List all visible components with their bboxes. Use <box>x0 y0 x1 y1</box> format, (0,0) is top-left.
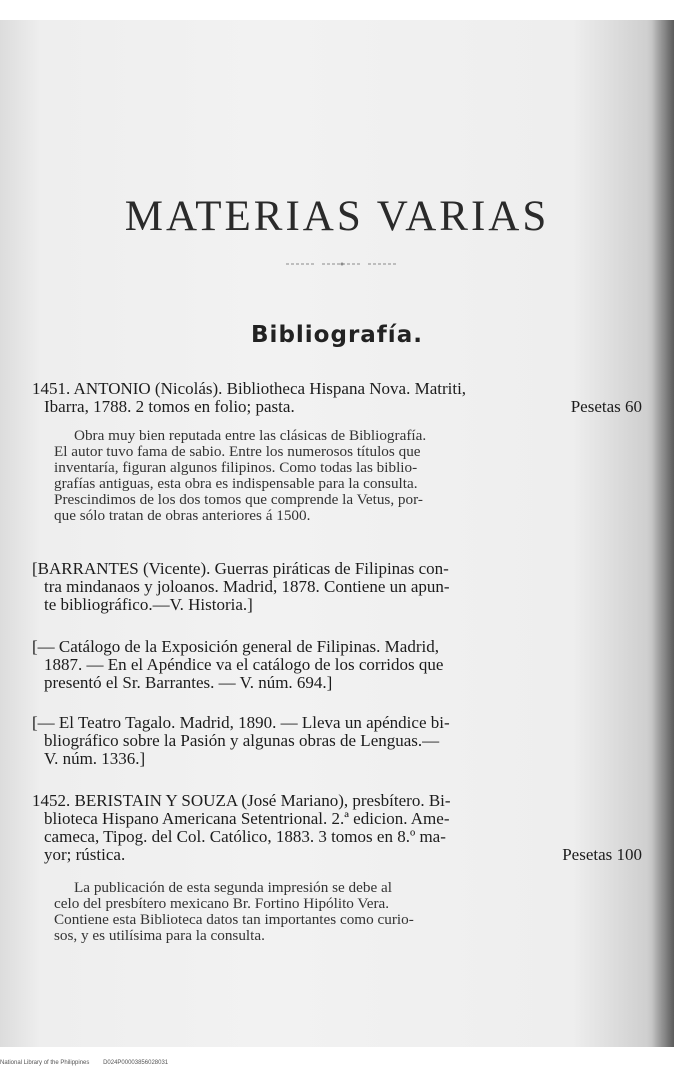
entry-line: presentó el Sr. Barrantes. — V. núm. 694.] <box>44 674 333 692</box>
page-title: MATERIAS VARIAS <box>124 193 550 240</box>
entry-line: 1451. ANTONIO (Nicolás). Bibliotheca Hispana Nova. Matriti, <box>32 380 467 398</box>
section-heading: Bibliografía. <box>251 322 423 348</box>
entry-line: tra mindanaos y joloanos. Madrid, 1878. Contiene un apun- <box>44 578 450 596</box>
entry-1452 <box>32 792 642 864</box>
entry-line: cameca, Tipog. del Col. Católico, 1883. 3 tomos en 8.º ma- <box>44 828 446 846</box>
footer-code: D024P00003856028031 <box>103 1060 169 1066</box>
entry-line <box>32 846 642 864</box>
title-ornament-divider <box>286 261 398 267</box>
entry-1451-note <box>54 428 640 524</box>
entry-barrantes-teatro <box>32 714 642 768</box>
entry-line: 1452. BERISTAIN Y SOUZA (José Mariano), presbítero. Bi- <box>32 792 451 810</box>
entry-line: V. núm. 1336.] <box>44 750 146 768</box>
note-line: celo del presbítero mexicano Br. Fortino Hipólito Vera. <box>54 896 390 912</box>
note-line: inventaría, figuran algunos filipinos. Como todas las biblio- <box>54 460 418 476</box>
note-line: Obra muy bien reputada entre las clásicas de Bibliografía. <box>74 428 427 444</box>
entry-barrantes-catalogo <box>32 638 642 692</box>
note-line: La publicación de esta segunda impresión se debe al <box>74 880 392 896</box>
entry-1451 <box>32 380 642 416</box>
entry-line-text: Ibarra, 1788. 2 tomos en folio; pasta. <box>44 398 295 416</box>
note-line: Contiene esta Biblioteca datos tan importantes como curio- <box>54 912 414 928</box>
entry-price: Pesetas 60 <box>570 398 642 416</box>
entry-line: te bibliográfico.—V. Historia.] <box>44 596 253 614</box>
page-spine-shadow <box>652 20 674 1047</box>
note-line: grafías antiguas, esta obra es indispensable para la consulta. <box>54 476 418 492</box>
entry-line-text: yor; rústica. <box>44 846 126 864</box>
entry-line: [— Catálogo de la Exposición general de Filipinas. Madrid, <box>32 638 439 656</box>
entry-line: 1887. — En el Apéndice va el catálogo de los corridos que <box>44 656 444 674</box>
note-line: El autor tuvo fama de sabio. Entre los numerosos títulos que <box>54 444 421 460</box>
entry-line: [— El Teatro Tagalo. Madrid, 1890. — Lleva un apéndice bi- <box>32 714 450 732</box>
footer-library: National Library of the Philippines <box>0 1060 90 1066</box>
entry-price: Pesetas 100 <box>562 846 642 864</box>
entry-barrantes-guerras <box>32 560 642 614</box>
entry-line <box>32 398 642 416</box>
entry-line: [BARRANTES (Vicente). Guerras piráticas de Filipinas con- <box>32 560 449 578</box>
note-line: que sólo tratan de obras anteriores á 1500. <box>54 508 311 524</box>
note-line: sos, y es utilísima para la consulta. <box>54 928 265 944</box>
entry-line: bliográfico sobre la Pasión y algunas obras de Lenguas.— <box>44 732 440 750</box>
scan-footer <box>0 1060 180 1066</box>
entry-1452-note <box>54 880 640 944</box>
note-line: Prescindimos de los dos tomos que comprende la Vetus, por- <box>54 492 423 508</box>
entry-line: blioteca Hispano Americana Setentrional. 2.ª edicion. Ame- <box>44 810 450 828</box>
